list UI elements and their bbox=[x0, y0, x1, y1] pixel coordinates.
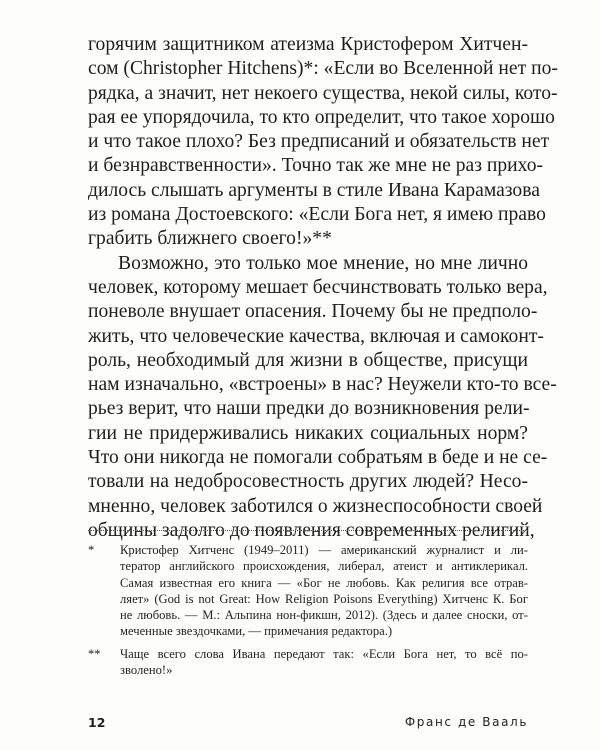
footnote-line: Чаще всего слова Ивана передают так: «Если Бога нет, то всё по- bbox=[120, 646, 528, 661]
text-line: нам изначально, «встроены» в нас? Неужели кто-то все- bbox=[88, 374, 557, 396]
footnote bbox=[88, 646, 528, 679]
footnote bbox=[88, 542, 528, 640]
footnote-line: зволено!» bbox=[120, 663, 173, 678]
text-line: и безнравственности». Точно так же мне не раз прихо- bbox=[88, 155, 544, 177]
text-line: роль, необходимый для жизни в обществе, присущи bbox=[88, 349, 528, 371]
text-line: человек, которому мешает бесчинствовать только вера, bbox=[88, 276, 548, 298]
footnotes bbox=[88, 542, 528, 684]
footnote-line: меченные звездочками, — примечания редактора.) bbox=[120, 624, 393, 639]
footnote-line: не любовь. — М.: Альпина нон-фикшн, 2012). (Здесь и далее сноски, от- bbox=[120, 608, 528, 623]
running-head-author: Франс де Вааль bbox=[404, 715, 528, 729]
text-line: рядка, а значит, нет некоего существа, некой силы, кото- bbox=[88, 82, 558, 104]
footnote-line: Кристофер Хитченс (1949–2011) — американский журналист и ли- bbox=[120, 543, 528, 557]
footnote-separator bbox=[88, 530, 528, 531]
text-line: рьез верит, что наши предки до возникновения рели- bbox=[88, 398, 530, 420]
text-line: из романа Достоевского: «Если Бога нет, я имею право bbox=[88, 204, 546, 226]
text-line: горячим защитником атеизма Кристофером Хитчен- bbox=[88, 34, 528, 55]
footnote-line: ляет» (God is not Great: How Religion Poisons Everything) Хитченс К. Бог bbox=[120, 591, 528, 606]
text-line: сом (Christopher Hitchens)*: «Если во Вселенной нет по- bbox=[88, 58, 558, 80]
footnote-marker: * bbox=[88, 543, 95, 557]
page-footer bbox=[88, 715, 528, 733]
text-line: Что они никогда не помогали собратьям в беде и не се- bbox=[88, 447, 548, 469]
footnote-line: тератор английского происхождения, либерал, атеист и антиклерикал. bbox=[120, 559, 528, 574]
text-line: грабить ближнего своего!»** bbox=[88, 228, 332, 250]
text-line: жить, что человеческие качества, включая и самоконт- bbox=[88, 325, 544, 347]
text-line: товали на недобросовестность других людей? Несо- bbox=[88, 471, 528, 493]
text-line: Возможно, это только мое мнение, но мне лично bbox=[118, 252, 528, 274]
text-line: рая ее упорядочила, то кто определит, что такое хорошо bbox=[88, 106, 555, 128]
footnote-marker: ** bbox=[88, 646, 101, 661]
footnote-line: Самая известная его книга — «Бог не любовь. Как религия все отрав- bbox=[120, 575, 528, 590]
text-line: и что такое плохо? Без предписаний и обязательств нет bbox=[88, 131, 550, 153]
text-line: мненно, человек заботился о жизнеспособности своей bbox=[88, 495, 543, 517]
main-text bbox=[88, 33, 558, 543]
text-line: дилось слышать аргументы в стиле Ивана Карамазова bbox=[88, 179, 540, 201]
text-line: общины задолго до появления современных религий, bbox=[88, 519, 535, 541]
text-line: поневоле внушает опасения. Почему бы не предполо- bbox=[88, 301, 538, 323]
page-number: 12 bbox=[88, 715, 106, 730]
text-line: гии не придерживались никаких социальных норм? bbox=[88, 422, 528, 444]
